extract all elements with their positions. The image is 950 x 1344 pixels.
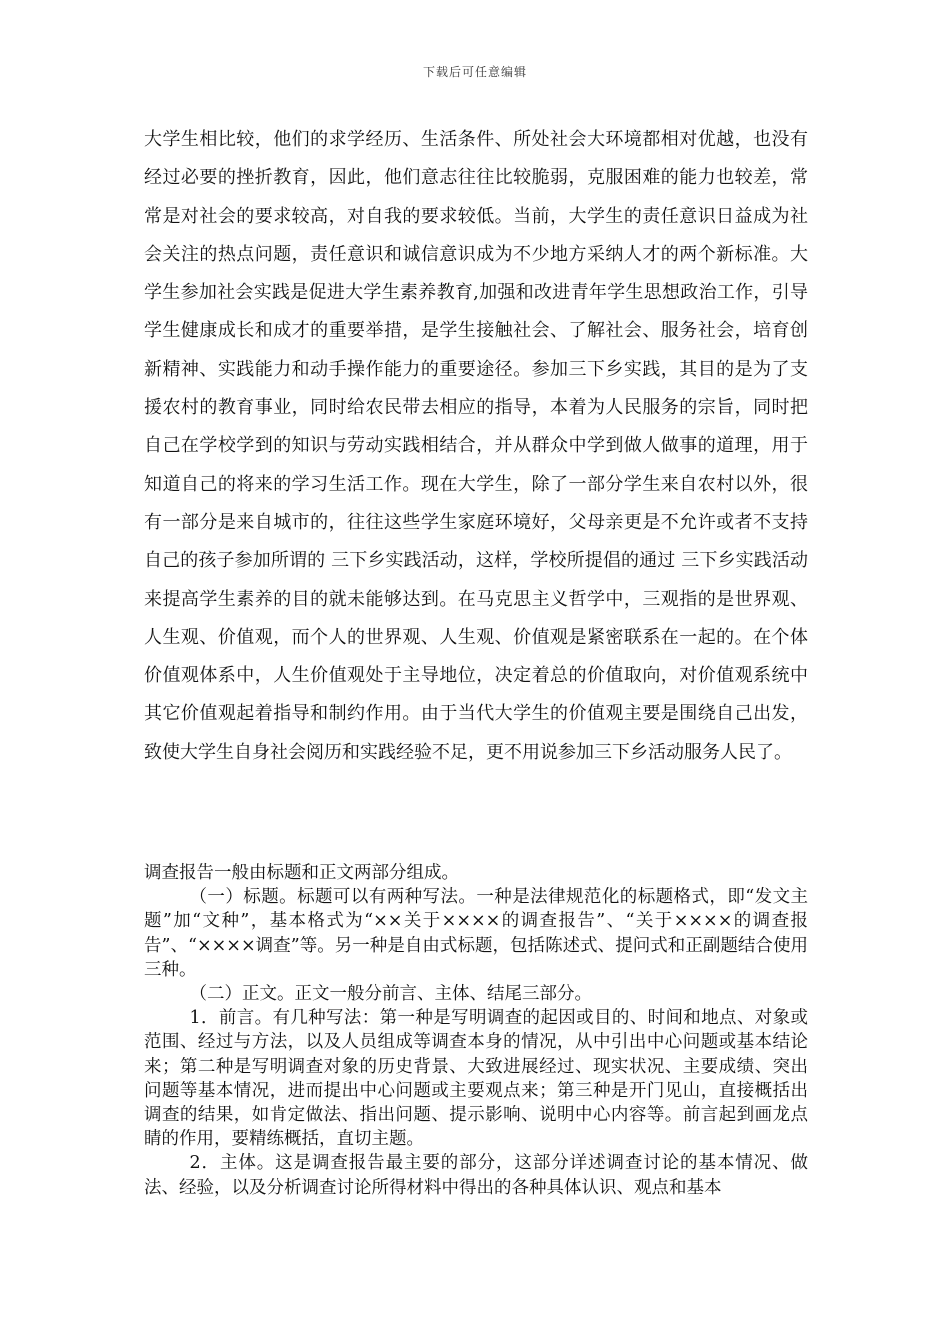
guide-preface-paragraph: 1．前言。有几种写法：第一种是写明调查的起因或目的、时间和地点、对象或范围、经过与方法，以及人员组成等调查本身的情况，从中引出中心问题或基本结论来；第二种是写明调查对象的历史背景、大致进展经过、现实状况、主要成绩、突出问题等基本情况，进而提出中心问题或主要观点来；第三种是开门见山，直接概括出调查的结果，如肯定做法、指出问题、提示影响、说明中心内容等。前言起到画龙点睛的作用，要精练概括，直切主题。 — [144, 1008, 808, 1150]
header-note: 下载后可任意编辑 — [422, 65, 527, 79]
guide-intro: 调查报告一般由标题和正文两部分组成。 — [144, 863, 459, 883]
guide-title-paragraph: （一）标题。标题可以有两种写法。一种是法律规范化的标题格式，即“发文主题”加“文种”，基本格式为“××关于××××的调查报告”、“关于××××的调查报告”、“××××调查”等。另一种是自由式标题，包括陈述式、提问式和正副题结合使用三种。 — [144, 887, 808, 980]
guide-body-paragraph: （二）正文。正文一般分前言、主体、结尾三部分。 — [189, 984, 592, 1005]
guide-main-paragraph: 2．主体。这是调查报告最主要的部分，这部分详述调查讨论的基本情况、做法、经验，以及分析调查讨论所得材料中得出的各种具体认识、观点和基本 — [144, 1153, 808, 1198]
body-section — [144, 121, 808, 772]
report-guide-section — [144, 861, 808, 1200]
body-paragraph: 大学生相比较，他们的求学经历、生活条件、所处社会大环境都相对优越，也没有经过必要的挫折教育，因此，他们意志往往比较脆弱，克服困难的能力也较差，常常是对社会的要求较高，对自我的要求较低。当前，大学生的责任意识日益成为社会关注的热点问题，责任意识和诚信意识成为不少地方采纳人才的两个新标准。大学生参加社会实践是促进大学生素养教育,加强和改进青年学生思想政治工作，引导学生健康成长和成才的重要举措，是学生接触社会、了解社会、服务社会，培育创新精神、实践能力和动手操作能力的重要途径。参加三下乡实践，其目的是为了支援农村的教育事业，同时给农民带去相应的指导，本着为人民服务的宗旨，同时把自己在学校学到的知识与劳动实践相结合，并从群众中学到做人做事的道理，用于知道自己的将来的学习生活工作。现在大学生，除了一部分学生来自农村以外，很有一部分是来自城市的，往往这些学生家庭环境好，父母亲更是不允许或者不支持自己的孩子参加所谓的 三下乡实践活动，这样，学校所提倡的通过 三下乡实践活动来提高学生素养的目的就未能够达到。在马克思主义哲学中，三观指的是世界观、人生观、价值观，而个人的世界观、人生观、价值观是紧密联系在一起的。在个体价值观体系中，人生价值观处于主导地位，决定着总的价值取向，对价值观系统中其它价值观起着指导和制约作用。由于当代大学生的价值观主要是围绕自己出发，致使大学生自身社会阅历和实践经验不足，更不用说参加三下乡活动服务人民了。 — [144, 129, 808, 763]
